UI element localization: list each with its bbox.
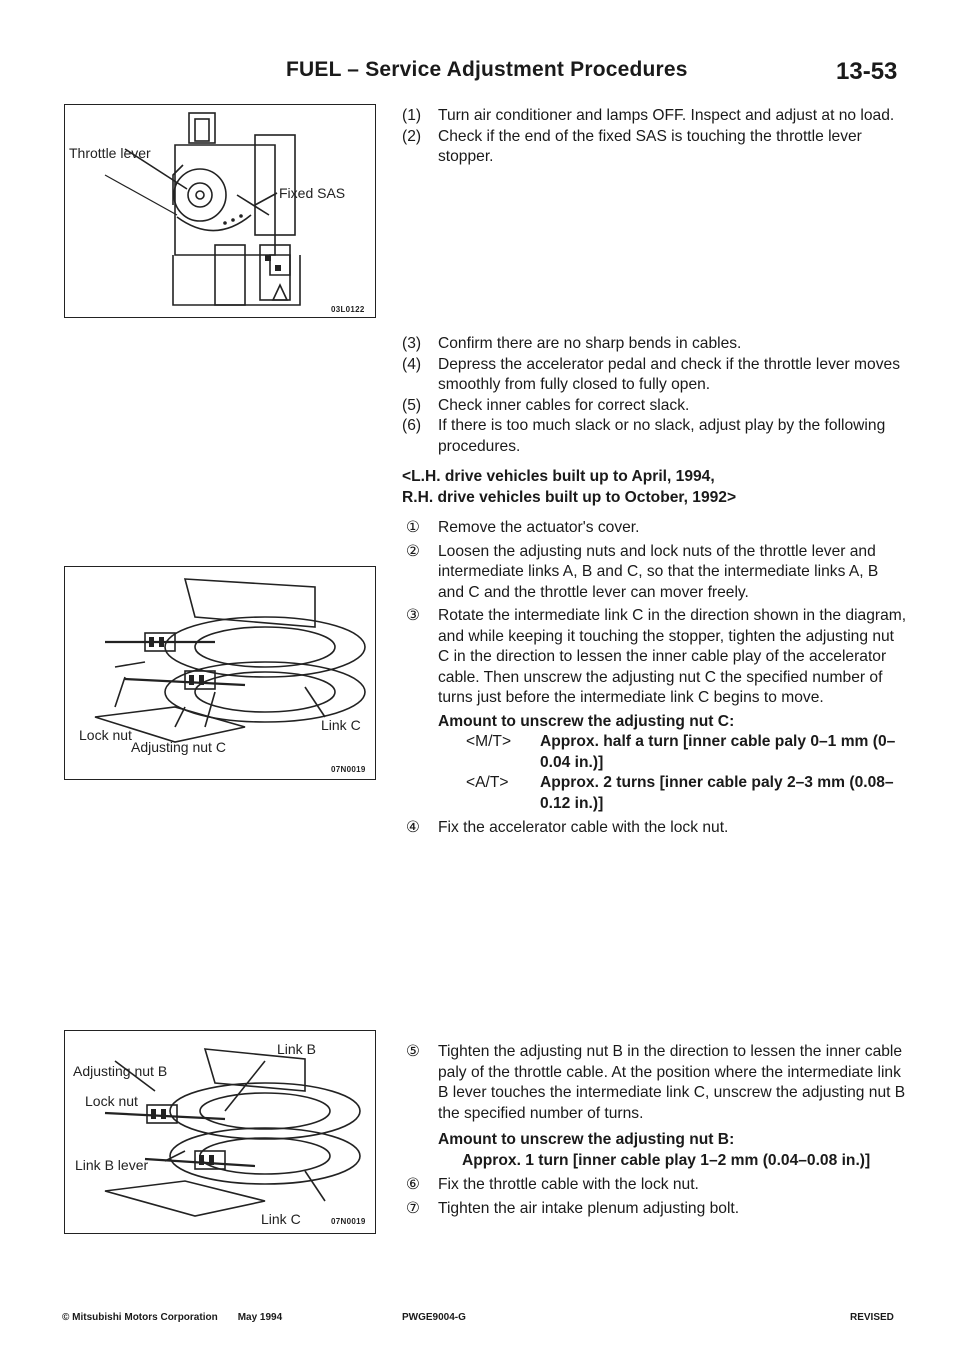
label-adjusting-nut-b: Adjusting nut B bbox=[73, 1063, 168, 1079]
footer-status: REVISED bbox=[850, 1312, 894, 1323]
step-item: (2) Check if the end of the fixed SAS is touching the throttle lever stopper. bbox=[402, 127, 862, 165]
steps-section-b bbox=[402, 334, 908, 842]
step-item: (5) Check inner cables for correct slack. bbox=[402, 396, 690, 414]
label-throttle-lever: Throttle lever bbox=[69, 145, 151, 161]
figure-throttle-body bbox=[64, 104, 376, 318]
spec-row-nut-b: Approx. 1 turn [inner cable play 1–2 mm (0.04–0.08 in.)] bbox=[462, 1151, 871, 1169]
footer-date: May 1994 bbox=[237, 1312, 283, 1323]
label-adjusting-nut-c: Adjusting nut C bbox=[131, 739, 226, 755]
figure-code: 07N0019 bbox=[331, 765, 366, 774]
label-link-b-lever: Link B lever bbox=[75, 1157, 149, 1173]
figure-link-b bbox=[64, 1030, 376, 1234]
circled-step-item: ① Remove the actuator's cover. bbox=[406, 519, 640, 536]
steps-section-a bbox=[402, 106, 908, 168]
step-item: (6) If there is too much slack or no slack, adjust play by the following procedures. bbox=[402, 417, 886, 455]
spec-value-mt: Approx. half a turn [inner cable paly 0–1 mm (0–0.04 in.)] bbox=[540, 733, 896, 771]
label-fixed-sas: Fixed SAS bbox=[279, 185, 346, 201]
label-lock-nut: Lock nut bbox=[79, 727, 132, 743]
figure-code: 03L0122 bbox=[331, 305, 365, 314]
spec-title-nut-c: Amount to unscrew the adjusting nut C: bbox=[438, 712, 735, 730]
step-item: (3) Confirm there are no sharp bends in cables. bbox=[402, 335, 742, 352]
link-b-illustration bbox=[65, 1031, 375, 1233]
label-link-c: Link C bbox=[321, 717, 361, 733]
spec-label-at: <A/T> bbox=[466, 774, 509, 791]
steps-section-c bbox=[402, 1042, 908, 1222]
label-link-c: Link C bbox=[261, 1211, 301, 1227]
circled-step-item: ② Loosen the adjusting nuts and lock nuts of the throttle lever and intermediate links A, B and C, so that the intermediate links A, B and C and the throttle lever can mover freely. bbox=[406, 542, 879, 601]
spec-label-mt: <M/T> bbox=[466, 733, 512, 750]
spec-row-mt bbox=[402, 732, 908, 773]
label-link-b: Link B bbox=[277, 1041, 316, 1057]
footer-doc-code: PWGE9004-G bbox=[402, 1312, 466, 1323]
footer-copyright: © Mitsubishi Motors Corporation May 1994 bbox=[62, 1312, 283, 1323]
vehicle-applicability-heading: <L.H. drive vehicles built up to April, 1994, R.H. drive vehicles built up to October, 1992> bbox=[402, 468, 737, 506]
step-item: (1) Turn air conditioner and lamps OFF. Inspect and adjust at no load. bbox=[402, 107, 895, 124]
circled-step-item: ⑦ Tighten the air intake plenum adjusting bolt. bbox=[406, 1199, 740, 1217]
circled-step-item: ⑥ Fix the throttle cable with the lock nut. bbox=[406, 1176, 699, 1193]
circled-step-item: ④ Fix the accelerator cable with the lock nut. bbox=[406, 819, 729, 836]
throttle-body-illustration bbox=[65, 105, 375, 317]
page-number: 13-53 bbox=[836, 58, 898, 85]
step-item: (4) Depress the accelerator pedal and check if the throttle lever moves smoothly from fully closed to fully open. bbox=[402, 355, 900, 393]
spec-value-at: Approx. 2 turns [inner cable paly 2–3 mm (0.08–0.12 in.)] bbox=[540, 774, 894, 812]
page-title: FUEL – Service Adjustment Procedures bbox=[286, 58, 688, 81]
label-lock-nut: Lock nut bbox=[85, 1093, 138, 1109]
figure-link-c bbox=[64, 566, 376, 780]
circled-step-item: ⑤ Tighten the adjusting nut B in the direction to lessen the inner cable paly of the throttle cable. At the position where the intermediate link B lever touches the intermediate link C, unscrew the adjusting nut B the specified number of turns. bbox=[406, 1043, 906, 1122]
circled-step-item: ③ Rotate the intermediate link C in the direction shown in the diagram, and while keeping it touching the stopper, tighten the adjusting nut C in the direction to lessen the inner cable play of the accelerator cable. Then unscrew the adjusting nut C the specified number of turns just before the intermediate link C begins to move. bbox=[406, 607, 907, 706]
spec-title-nut-b: Amount to unscrew the adjusting nut B: bbox=[438, 1131, 735, 1148]
figure-code: 07N0019 bbox=[331, 1217, 366, 1226]
spec-row-at bbox=[402, 773, 908, 814]
